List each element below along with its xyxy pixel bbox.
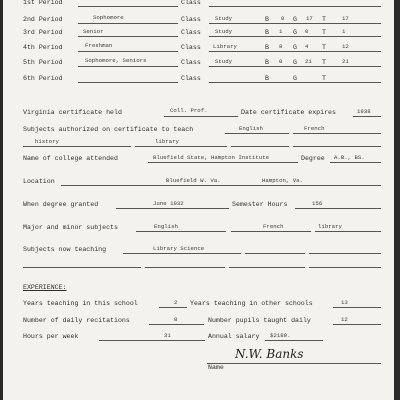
semester-hours-label: Semester Hours [232,201,288,208]
degree-granted-label: When degree granted [23,201,99,208]
major-minor-item: English [154,223,178,230]
boys-label: B [265,16,269,23]
period-subject: Senior [83,28,104,35]
subject-authorized-item: English [239,125,263,132]
class-value: Study [215,15,233,22]
signature-name-label: Name [208,364,224,371]
years-other-label: Years teaching in other schools [190,300,313,307]
major-minor-item: French [263,223,284,230]
certificate-expires-value: 1938 [357,108,371,115]
class-value: Library [213,43,237,50]
total-value: 12 [342,43,349,50]
period-label: 2nd Period [23,16,63,23]
class-label: Class [181,75,201,82]
class-label: Class [181,59,201,66]
period-label: 5th Period [23,59,63,66]
certificate-label: Virginia certificate held [23,109,122,116]
pupils-label: Number pupils taught daily [208,317,311,324]
certificate-expires-label: Date certificate expires [241,109,336,116]
certificate-value: Coll. Prof. [170,107,208,114]
degree-value: A.B., BS. [334,154,365,161]
total-label: T [322,59,326,66]
salary-value: $2180. [270,332,291,339]
class-label: Class [181,44,201,51]
class-label: Class [181,29,201,36]
recitations-value: 8 [174,316,178,323]
girls-label: G [293,59,297,66]
total-label: T [322,29,326,36]
location-value-2: Hampton, Va. [262,177,303,184]
years-other-value: 13 [341,299,348,306]
subject-authorized-item: history [35,138,59,145]
girls-value: 0 [305,28,309,35]
salary-label: Annual salary [208,333,260,340]
degree-granted-value: June 1932 [153,200,184,207]
total-label: T [322,44,326,51]
experience-heading: EXPERIENCE: [23,284,67,291]
class-label: Class [181,16,201,23]
period-subject: Sophomore, Seniors [85,57,147,64]
college-label: Name of college attended [23,155,118,162]
subject-authorized-item: library [155,138,179,145]
boys-value: 8 [279,43,283,50]
pupils-value: 12 [341,316,348,323]
hours-per-week-value: 31 [164,332,171,339]
boys-label: B [265,29,269,36]
period-label: 3rd Period [23,29,63,36]
period-label: 4th Period [23,44,63,51]
subjects-authorized-label: Subjects authorized on certificate to teach [23,126,194,133]
period-label: 1st Period [23,0,63,6]
recitations-label: Number of daily recitations [23,317,130,324]
subject-authorized-item: French [304,125,325,132]
class-value: Study [215,28,233,35]
girls-label: G [293,44,297,51]
years-school-value: 2 [174,299,178,306]
degree-label: Degree [301,155,325,162]
total-label: T [322,75,326,82]
girls-value: 17 [306,15,313,22]
boys-label: B [265,59,269,66]
girls-value: 4 [305,43,309,50]
location-value-1: Bluefield W. Va. [166,177,221,184]
now-teaching-label: Subjects now teaching [23,246,107,253]
college-value: Bluefield State, Hampton Institute [153,154,270,161]
boys-value: 0 [279,58,283,65]
total-value: 17 [342,15,349,22]
total-label: T [322,16,326,23]
location-label: Location [23,178,55,185]
period-subject: Sophomore [93,14,124,21]
hours-per-week-label: Hours per week [23,333,79,340]
semester-hours-value: 156 [312,200,323,207]
major-minor-label: Major and minor subjects [23,224,118,231]
girls-label: G [293,29,297,36]
form-sheet [3,0,394,400]
girls-value: 21 [305,58,312,65]
now-teaching-value: Library Science [153,245,205,252]
total-value: 21 [342,58,349,65]
class-value: Study [215,58,233,65]
girls-label: G [293,75,297,82]
boys-value: 1 [279,28,283,35]
major-minor-item: library [318,223,342,230]
class-label: Class [181,0,201,6]
boys-label: B [265,44,269,51]
boys-label: B [265,75,269,82]
signature: N.W. Banks [235,347,304,361]
girls-label: G [293,16,297,23]
period-label: 6th Period [23,75,63,82]
period-subject: Freshman [85,42,113,49]
years-school-label: Years teaching in this school [23,300,138,307]
boys-value: 0 [281,15,285,22]
teacher-record-form [3,0,394,400]
total-value: 1 [342,28,346,35]
